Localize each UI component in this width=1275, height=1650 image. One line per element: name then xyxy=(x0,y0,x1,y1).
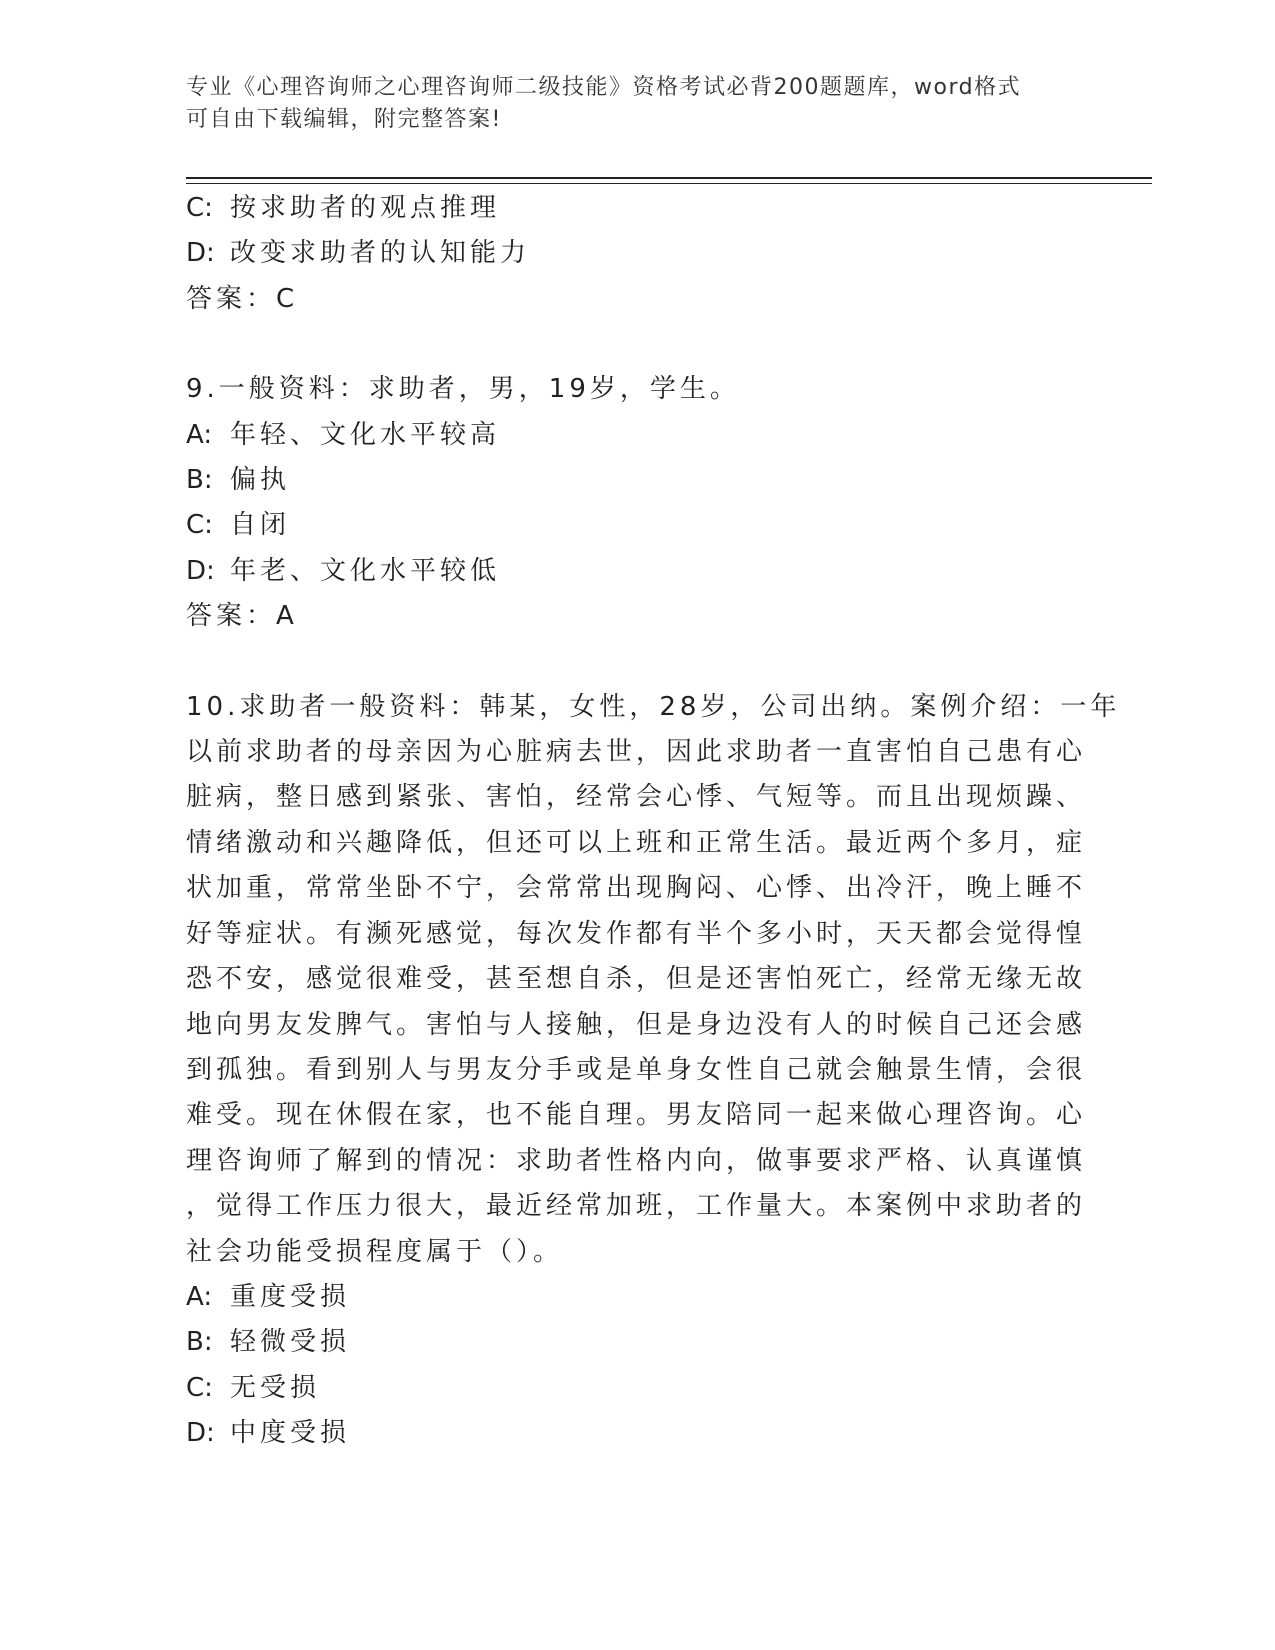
option-text: 轻微受损 xyxy=(230,1327,351,1358)
option-letter: B: xyxy=(186,1327,213,1358)
stem-line: 地向男友发脾气。害怕与人接触，但是身边没有人的时候自己还会感 xyxy=(186,1009,1087,1040)
document-header xyxy=(186,72,1066,136)
option-d xyxy=(186,549,1066,594)
answer-line: 答案：A xyxy=(186,601,298,632)
option-text: 按求助者的观点推理 xyxy=(230,193,501,223)
option-d xyxy=(186,231,1066,276)
answer-line: 答案：C xyxy=(186,283,299,314)
option-b xyxy=(186,1320,1066,1365)
stem-line: 10.求助者一般资料：韩某，女性，28岁，公司出纳。案例介绍：一年 xyxy=(186,691,1121,722)
stem-line: 以前求助者的母亲因为心脏病去世，因此求助者一直害怕自己患有心 xyxy=(186,737,1087,768)
option-letter: A: xyxy=(186,419,213,450)
option-d xyxy=(186,1411,1066,1456)
header-divider-thin xyxy=(186,183,1152,184)
option-text: 偏执 xyxy=(230,465,291,496)
stem-line: 好等症状。有濒死感觉，每次发作都有半个多小时，天天都会觉得惶 xyxy=(186,918,1087,949)
stem-line: 状加重，常常坐卧不宁，会常常出现胸闷、心悸、出冷汗，晚上睡不 xyxy=(186,873,1087,904)
option-a xyxy=(186,413,1066,458)
header-line-1: 专业《心理咨询师之心理咨询师二级技能》资格考试必背200题题库，word格式 xyxy=(186,75,1022,100)
stem-line: 难受。现在休假在家，也不能自理。男友陪同一起来做心理咨询。心 xyxy=(186,1100,1087,1131)
option-c xyxy=(186,1366,1066,1411)
spacer xyxy=(186,640,1066,685)
option-text: 中度受损 xyxy=(230,1418,351,1449)
option-letter: D: xyxy=(186,238,215,269)
option-a xyxy=(186,1275,1066,1320)
option-text: 重度受损 xyxy=(230,1281,351,1312)
option-letter: D: xyxy=(186,555,215,586)
option-text: 年老、文化水平较低 xyxy=(230,555,501,586)
stem-line: 脏病，整日感到紧张、害怕，经常会心悸、气短等。而且出现烦躁、 xyxy=(186,782,1087,813)
option-letter: C: xyxy=(186,510,213,541)
option-text: 改变求助者的认知能力 xyxy=(230,238,531,269)
header-divider-thick xyxy=(186,177,1152,179)
option-c xyxy=(186,503,1066,548)
option-letter: D: xyxy=(186,1418,215,1449)
option-text: 年轻、文化水平较高 xyxy=(230,419,501,450)
stem-line: 理咨询师了解到的情况：求助者性格内向，做事要求严格、认真谨慎 xyxy=(186,1145,1087,1176)
stem-line: ，觉得工作压力很大，最近经常加班，工作量大。本案例中求助者的 xyxy=(186,1191,1087,1222)
stem-line: 恐不安，感觉很难受，甚至想自杀，但是还害怕死亡，经常无缘无故 xyxy=(186,964,1087,995)
document-body xyxy=(186,186,1121,1457)
header-line-2: 可自由下载编辑，附完整答案! xyxy=(186,107,502,132)
question-9-stem: 9.一般资料：求助者，男，19岁，学生。 xyxy=(186,374,740,405)
spacer xyxy=(186,322,1066,367)
stem-line: 社会功能受损程度属于（）。 xyxy=(186,1236,564,1267)
option-letter: B: xyxy=(186,465,213,496)
option-c xyxy=(186,186,1066,231)
option-b xyxy=(186,458,1066,503)
stem-line: 到孤独。看到别人与男友分手或是单身女性自己就会触景生情，会很 xyxy=(186,1054,1087,1085)
option-letter: A: xyxy=(186,1281,213,1312)
option-letter: C: xyxy=(186,193,213,223)
question-10-stem xyxy=(186,685,1121,1275)
option-letter: C: xyxy=(186,1372,213,1403)
option-text: 自闭 xyxy=(230,510,291,541)
stem-line: 情绪激动和兴趣降低，但还可以上班和正常生活。最近两个多月，症 xyxy=(186,827,1087,858)
option-text: 无受损 xyxy=(230,1372,321,1403)
